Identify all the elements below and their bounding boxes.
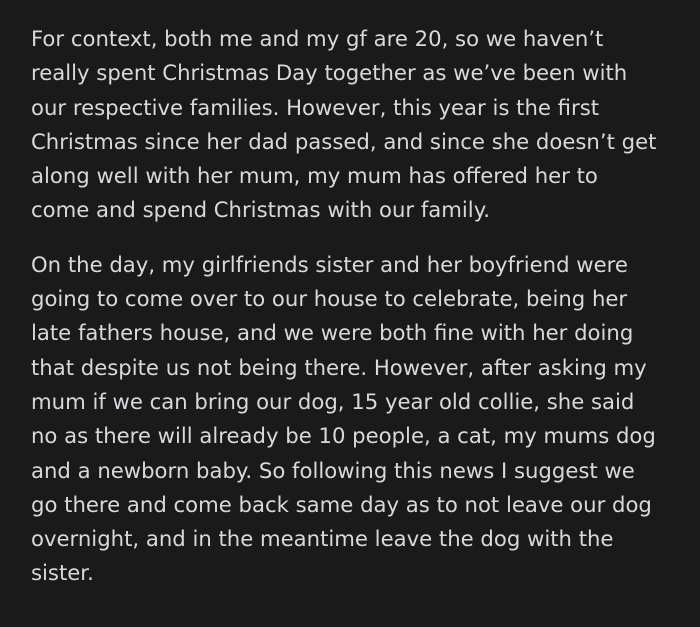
paragraph-story: On the day, my girlfriends sister and her boyfriend were going to come over to our house to celebrate, being her late fathers house, and we were both fine with her doing that despite us not being there. However, after asking my mum if we can bring our dog, 15 year old collie, she said no as there will already be 10 people, a cat, my mums dog and a newborn baby. So following this news I suggest we go there and come back same day as to not leave our dog overnight, and in the meantime leave the dog with the sister.	[31, 251, 656, 586]
paragraph-context: For context, both me and my gf are 20, so we haven’t really spent Christmas Day together as we’ve been with our respective families. However, this year is the first Christmas since her dad passed, and since she doesn’t get along well with her mum, my mum has offered her to come and spend Christmas with our family.	[31, 26, 657, 223]
